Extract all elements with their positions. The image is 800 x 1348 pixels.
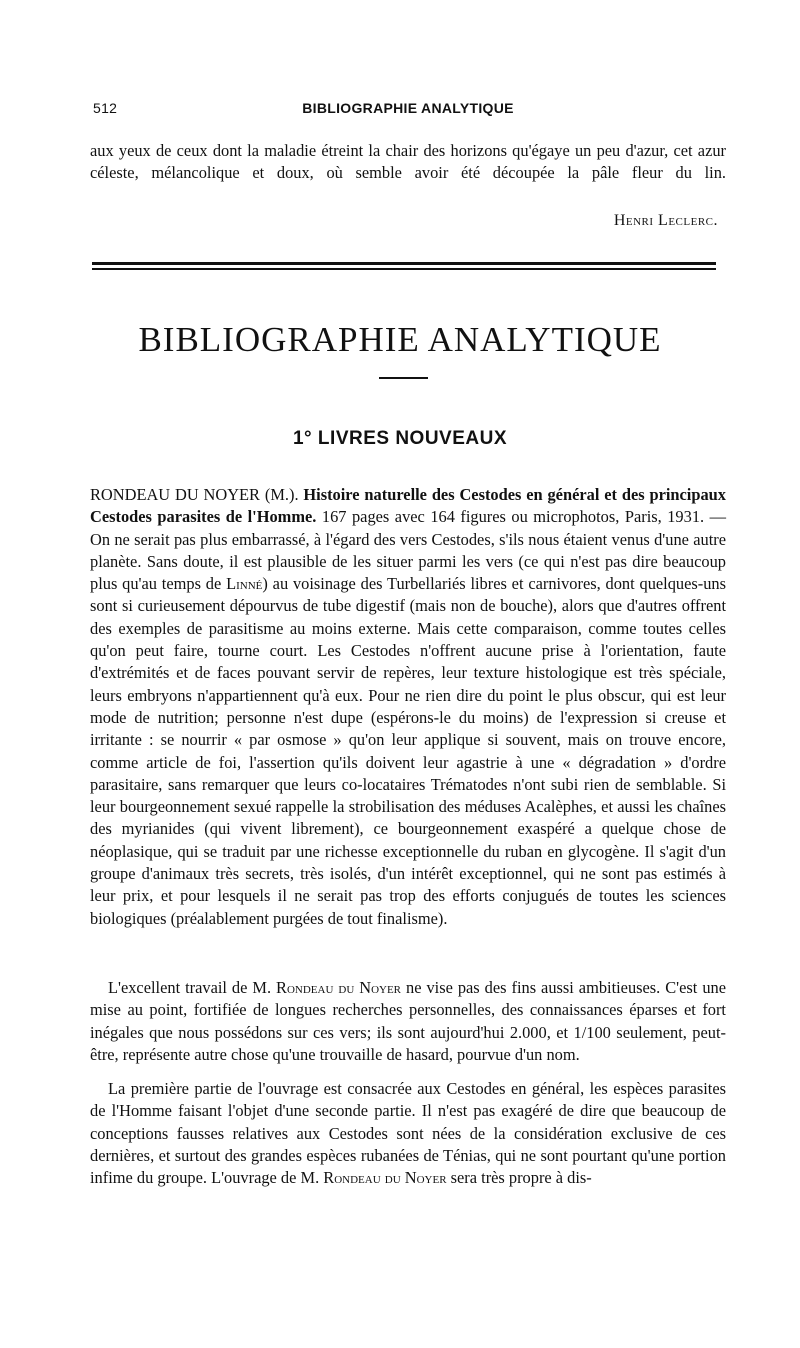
entry-body-a: 167 pages avec 164 figures ou microphotos, Paris, 1931. — On ne serait pas plus embarrassé, à l'égard des vers Cestodes, s'ils nous étaient venus d'une autre planète. Sans doute, il est plausible de les situer parmi les vers (ce qui n'est pas dire beaucoup plus qu'au temps de: [90, 507, 727, 594]
p3-text-a: La première partie de l'ouvrage est consacrée aux Cestodes en général, les espèces parasites de l'Homme faisant l'objet d'une seconde partie. Il n'est pas exagéré de dire que beaucoup de conceptions fausses relatives aux Cestodes sont nées de la considération exclusive de ces dernières, et surtout des grandes espèces rubanées de Ténias, qui ne sont pourtant qu'une portion infime du groupe. L'ouvrage de M.: [90, 1079, 726, 1188]
p3-text-b: sera très propre à dis-: [450, 1168, 592, 1188]
page-number: 512: [93, 100, 118, 116]
p2-text-a: L'excellent travail de M.: [108, 978, 272, 997]
section-title: BIBLIOGRAPHIE ANALYTIQUE: [138, 320, 662, 359]
subsection-title: 1° LIVRES NOUVEAUX: [292, 428, 508, 449]
section-divider: [92, 262, 716, 270]
running-head: [93, 100, 723, 120]
p3-author-name: Rondeau du Noyer: [323, 1168, 447, 1188]
review-paragraph-2: [90, 977, 726, 1066]
author-signature: Henri Leclerc.: [613, 212, 718, 229]
p2-text-b: ne vise pas des fins aussi ambitieuses. C'est une mise au point, fortifiée de longues recherches personnelles, des connaissances éparses et fort inégales que nous possédons sur ces vers; ils sont aujourd'hui 2.000, et 1/100 seulement, peut-être, représente autre chose qu'une trouvaille de hasard, pourvue d'un nom.: [90, 978, 726, 1064]
p2-author-name: Rondeau du Noyer: [276, 978, 402, 997]
review-entry: [90, 484, 726, 930]
entry-author: RONDEAU DU NOYER (M.).: [90, 485, 299, 504]
entry-title: Histoire naturelle des Cestodes en général et des principaux Cestodes parasites de l'Homme.: [90, 485, 726, 527]
name-linne: Linné: [226, 574, 263, 594]
intro-paragraph: aux yeux de ceux dont la maladie étreint la chair des horizons qu'égaye un peu d'azur, cet azur céleste, mélancolique et doux, où semble avoir été découpée la pâle fleur du lin.: [90, 141, 726, 183]
entry-body-b: ) au voisinage des Turbellariés libres et carnivores, dont quelques-uns sont si curieusement dépourvus de tube digestif (mais non de bouche), alors que d'autres offrent des exemples de parasitisme au moins externe. Mais cette comparaison, comme toutes celles qu'on peut faire, tourne court. Les Cestodes n'offrent aucune prise à l'orientation, faute d'extrémités et de faces pouvant servir de repères, leur texture histologique est très spéciale, leurs embryons n'appartiennent qu'à eux. Pour ne rien dire du point le plus obscur, qui est leur mode de nutrition; personne n'est dupe (espérons-le du moins) de l'expression si creuse et irritante : se nourrir « par osmose » qu'on leur applique si souvent, mais on trouve encore, comme article de foi, l'assertion qu'ils doivent leur agastrie à une « dégradation » d'ordre parasitaire, sans remarquer que leurs co-locataires Trématodes n'ont subi rien de semblable. Si leur bourgeonnement sexué rappelle la strobilisation des méduses Acalèphes, et aussi les chaînes des myrianides (qui vivent librement), ce bourgeonnement exaspéré a quelque chose de néoplasique, qui se traduit par une richesse exceptionnelle du ruban en glycogène. Il s'agit d'un groupe d'animaux très secrets, très isolés, d'un intérêt exceptionnel, qui ne sont pas estimés à leur prix, et pour lesquels il ne serait pas trop des efforts conjugués de toutes les sciences biologiques (préalablement purgées de tout finalisme).: [90, 574, 726, 928]
running-title: BIBLIOGRAPHIE ANALYTIQUE: [302, 100, 514, 116]
review-paragraph-3: [90, 1078, 726, 1189]
title-rule: [379, 377, 428, 379]
